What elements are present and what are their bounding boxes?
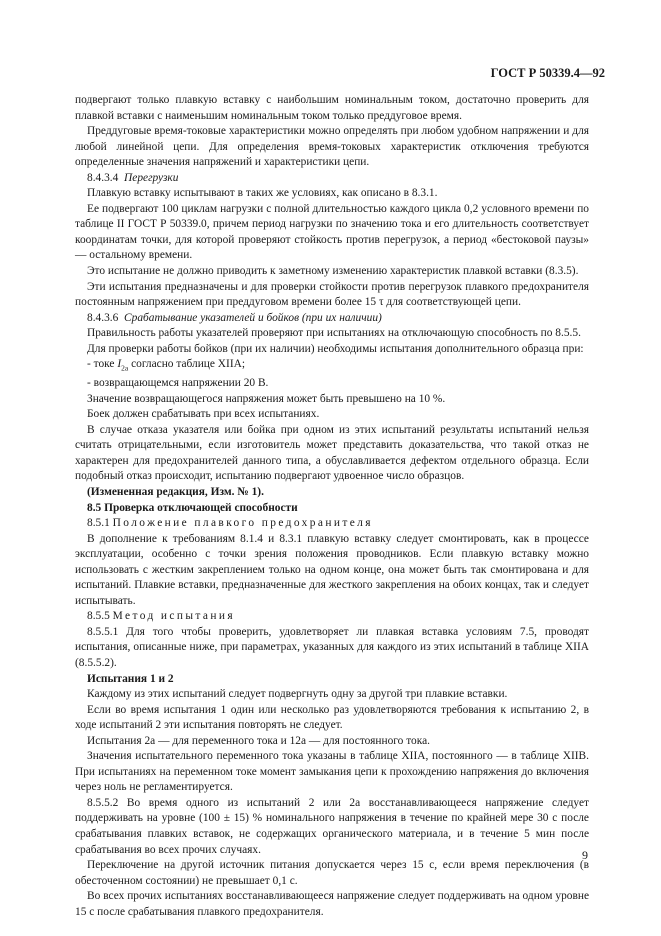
paragraph: Испытания 2а — для переменного тока и 12а — для постоянного тока. bbox=[87, 734, 430, 747]
section-heading-8-4-3-4: 8.4.3.4 Перегрузки bbox=[87, 171, 179, 184]
document-header: ГОСТ Р 50339.4—92 bbox=[490, 66, 605, 80]
paragraph: Значение возвращающегося напряжения может быть превышено на 10 %. bbox=[87, 392, 446, 405]
list-item: - токе $I_{2a}$ согласно таблице XIIA; bbox=[87, 358, 246, 373]
paragraph: Ее подвергают 100 циклам нагрузки с полной длительностью каждого цикла 0,2 условного времени по таблице II ГОСТ Р 50339.0, причем период нагрузки по значению тока и его длительность соответствует координатам точки, для которой проверяют стойкость против перегрузок, а период «бестоковой паузы» — остальному времени. bbox=[75, 202, 589, 262]
paragraph: Во всех прочих испытаниях восстанавливающееся напряжение следует поддерживать на одном уровне 15 с после срабатывания плавкого предохранителя. bbox=[75, 890, 589, 918]
paragraph: 8.5.5.1 Для того чтобы проверить, удовлетворяет ли плавкая вставка условиям 7.5, проводят испытания, описанные ниже, при параметрах, указанных для каждого из этих испытаний в таблице XIIA (8.5.5.2). bbox=[75, 625, 589, 669]
paragraph: Если во время испытания 1 один или несколько раз удовлетворяются требования к испытанию 2, в ходе испытаний 2 эти испытания повторять не следует. bbox=[75, 703, 589, 732]
paragraph: Эти испытания предназначены и для проверки стойкости против перегрузок плавкого предохранителя постоянным напряжением при преддуговом времени более 15 τ для соответствующей цепи. bbox=[75, 280, 589, 309]
paragraph: Каждому из этих испытаний следует подвергнуть одну за другой три плавкие вставки. bbox=[87, 688, 508, 701]
paragraph: подвергают только плавкую вставку с наибольшим номинальным током, достаточно проверить для плавкой вставки с наименьшим номинальным током только преддуговое время. bbox=[75, 94, 589, 122]
paragraph: Преддуговые время-токовые характеристики можно определять при любом удобном напряжении и для любой линейной цепи. Для определения время-токовых характеристик отключения требуются определенные значения напряжений и характеристики цепи. bbox=[75, 125, 589, 169]
paragraph: Для проверки работы бойков (при их наличии) необходимы испытания дополнительного образца при: bbox=[87, 342, 584, 355]
list-item: - возвращающемся напряжении 20 В. bbox=[87, 377, 269, 390]
paragraph: Переключение на другой источник питания допускается через 15 с, если время переключения (в обесточенном состоянии) не превышает 0,1 с. bbox=[75, 859, 589, 887]
section-heading-8-5-1: 8.5.1 Положение плавкого предохранителя bbox=[87, 517, 373, 530]
paragraph: В дополнение к требованиям 8.1.4 и 8.3.1 плавкую вставку следует смонтировать, как в процессе эксплуатации, особенно с точки зрения положения проводников. Если плавкую вставку можно использовать с жестким закреплением только на одном конце, она может быть так смонтирована и для испытаний. Плавкие вставки, предназначенные для жесткого закрепления на обоих концах, так и следует испытывать. bbox=[75, 532, 589, 607]
paragraph: 8.5.5.2 Во время одного из испытаний 2 или 2а восстанавливающееся напряжение следует поддерживать на уровне (100 ± 15) % номинального напряжения в течение по крайней мере 30 с после срабатывания плавких вставок, не содержащих органического материала, и в течение 5 мин после срабатывания во всех прочих случаях. bbox=[75, 796, 589, 856]
paragraph: Это испытание не должно приводить к заметному изменению характеристик плавкой вставки (8.3.5). bbox=[87, 265, 579, 278]
paragraph: Правильность работы указателей проверяют при испытаниях на отключающую способность по 8.5.5. bbox=[87, 327, 581, 340]
subheading-tests-1-2: Испытания 1 и 2 bbox=[87, 672, 174, 685]
paragraph: Значения испытательного переменного тока указаны в таблице XIIA, постоянного — в таблице XIIB. При испытаниях на переменном токе момент замыкания цепи к прохождению напряжения до включения через ноль не регламентируется. bbox=[75, 750, 589, 794]
section-heading-8-5: 8.5 Проверка отключающей способности bbox=[87, 501, 298, 514]
page-number: 9 bbox=[582, 848, 588, 862]
section-heading-8-5-5: 8.5.5 Метод испытания bbox=[87, 610, 236, 623]
section-heading-8-4-3-6: 8.4.3.6 Срабатывание указателей и бойков (при их наличии) bbox=[87, 311, 382, 324]
amendment-note: (Измененная редакция, Изм. № 1). bbox=[87, 485, 264, 498]
document-body bbox=[75, 93, 589, 920]
paragraph: В случае отказа указателя или бойка при одном из этих испытаний результаты испытаний нельзя считать отрицательными, если изготовитель может представить доказательства, что такой отказ не характерен для предохранителей данного типа, а обуславливается дефектом отдельного образца. Если подобный отказ происходит, испытанию подвергают удвоенное число образцов. bbox=[75, 423, 589, 483]
paragraph: Плавкую вставку испытывают в таких же условиях, как описано в 8.3.1. bbox=[87, 187, 438, 200]
paragraph: Боек должен срабатывать при всех испытаниях. bbox=[87, 408, 320, 421]
